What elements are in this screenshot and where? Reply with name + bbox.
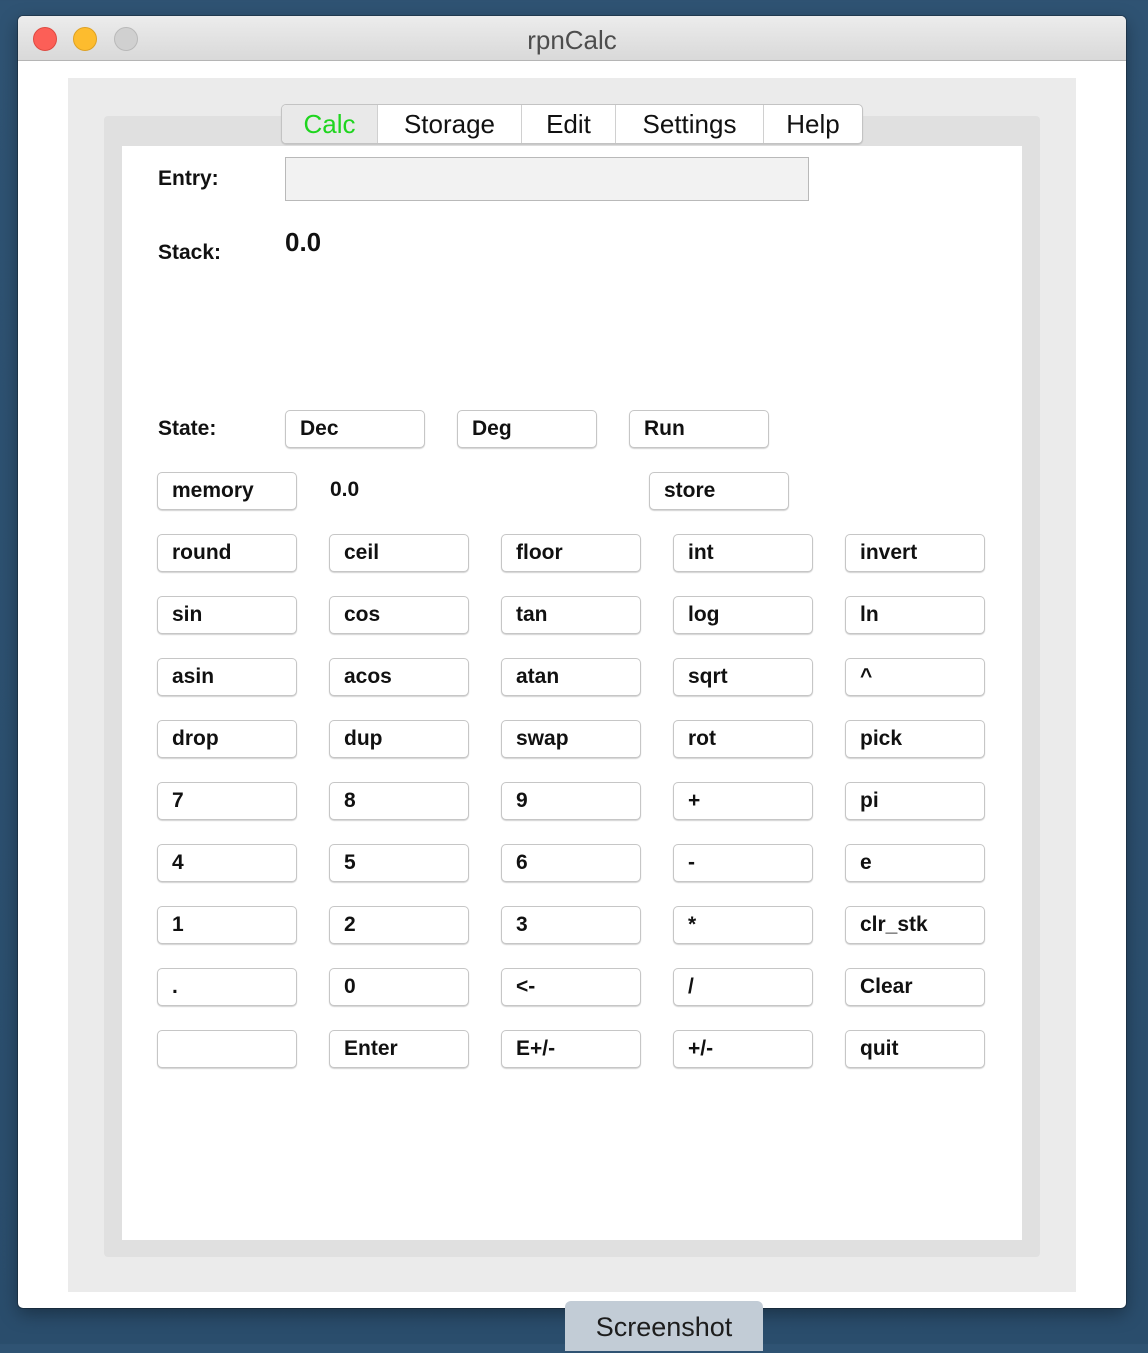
key-3-button[interactable]: 3 (501, 906, 641, 944)
key-dup-button[interactable]: dup (329, 720, 469, 758)
key-rot-button[interactable]: rot (673, 720, 813, 758)
key-sym-2-4-button[interactable]: ^ (845, 658, 985, 696)
key-log-button[interactable]: log (673, 596, 813, 634)
memory-value: 0.0 (330, 478, 360, 501)
key-cos-button[interactable]: cos (329, 596, 469, 634)
state-label: State: (158, 417, 217, 440)
key-sym-7-2-button[interactable]: <- (501, 968, 641, 1006)
key-ceil-button[interactable]: ceil (329, 534, 469, 572)
key-quit-button[interactable]: quit (845, 1030, 985, 1068)
key-swap-button[interactable]: swap (501, 720, 641, 758)
key-6-button[interactable]: 6 (501, 844, 641, 882)
store-button[interactable]: store (649, 472, 789, 510)
key-pick-button[interactable]: pick (845, 720, 985, 758)
run-mode-button[interactable]: Run (629, 410, 769, 448)
key-floor-button[interactable]: floor (501, 534, 641, 572)
window-title: rpnCalc (527, 25, 617, 55)
tab-edit[interactable]: Edit (522, 105, 616, 143)
title-bar (18, 16, 1126, 61)
tab-bar (281, 104, 863, 144)
key-int-button[interactable]: int (673, 534, 813, 572)
key-round-button[interactable]: round (157, 534, 297, 572)
stack-label: Stack: (158, 241, 222, 264)
key-5-button[interactable]: 5 (329, 844, 469, 882)
key-e-button[interactable]: E+/- (501, 1030, 641, 1068)
key-7-button[interactable]: 7 (157, 782, 297, 820)
key-9-button[interactable]: 9 (501, 782, 641, 820)
entry-field[interactable] (285, 157, 809, 201)
screenshot-dock-label[interactable]: Screenshot (565, 1301, 763, 1351)
key-clear-button[interactable]: Clear (845, 968, 985, 1006)
app-window (18, 16, 1126, 1308)
key-sym-8-3-button[interactable]: +/- (673, 1030, 813, 1068)
entry-label: Entry: (158, 167, 219, 190)
key-enter-button[interactable]: Enter (329, 1030, 469, 1068)
key-sqrt-button[interactable]: sqrt (673, 658, 813, 696)
key-4-button[interactable]: 4 (157, 844, 297, 882)
key-8-button[interactable]: 8 (329, 782, 469, 820)
key-invert-button[interactable]: invert (845, 534, 985, 572)
tab-storage[interactable]: Storage (378, 105, 522, 143)
key-atan-button[interactable]: atan (501, 658, 641, 696)
key-sin-button[interactable]: sin (157, 596, 297, 634)
key-blank-8-0-button[interactable] (157, 1030, 297, 1068)
key-sym-7-3-button[interactable]: / (673, 968, 813, 1006)
memory-button[interactable]: memory (157, 472, 297, 510)
key-e-button[interactable]: e (845, 844, 985, 882)
number-base-button[interactable]: Dec (285, 410, 425, 448)
key-clr-stk-button[interactable]: clr_stk (845, 906, 985, 944)
tab-help[interactable]: Help (786, 109, 840, 139)
key-sym-7-0-button[interactable]: . (157, 968, 297, 1006)
tab-settings[interactable]: Settings (616, 105, 764, 143)
key-sym-4-3-button[interactable]: + (673, 782, 813, 820)
key-ln-button[interactable]: ln (845, 596, 985, 634)
tab-calc[interactable]: Calc (282, 105, 378, 143)
key-acos-button[interactable]: acos (329, 658, 469, 696)
key-2-button[interactable]: 2 (329, 906, 469, 944)
key-asin-button[interactable]: asin (157, 658, 297, 696)
key-1-button[interactable]: 1 (157, 906, 297, 944)
key-pi-button[interactable]: pi (845, 782, 985, 820)
key-0-button[interactable]: 0 (329, 968, 469, 1006)
key-sym-6-3-button[interactable]: * (673, 906, 813, 944)
angle-mode-button[interactable]: Deg (457, 410, 597, 448)
stack-display: 0.0 (285, 227, 322, 257)
key-tan-button[interactable]: tan (501, 596, 641, 634)
key-drop-button[interactable]: drop (157, 720, 297, 758)
key-sym-5-3-button[interactable]: - (673, 844, 813, 882)
